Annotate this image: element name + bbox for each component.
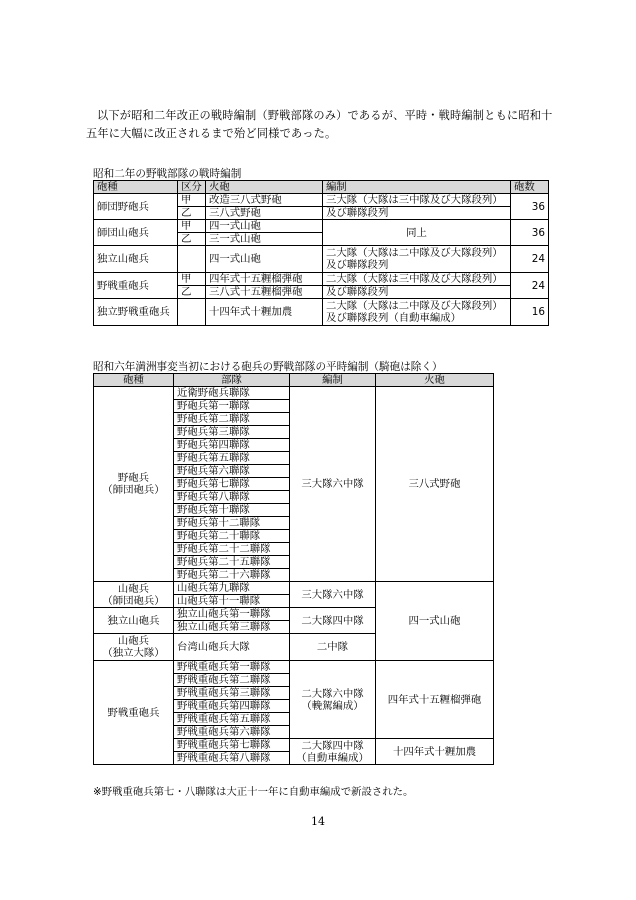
organization-cell: 三大隊六中隊: [290, 582, 376, 608]
unit-cell: 野砲兵第十聯隊: [174, 504, 290, 517]
organization-line: （輓駕編成）: [301, 699, 364, 712]
unit-cell: 野砲兵第六聯隊: [174, 465, 290, 478]
organization-cell: 二中隊: [290, 634, 376, 661]
wartime-organization-table: [93, 180, 549, 326]
header-cell: 砲種: [94, 374, 174, 387]
artillery-type-line: （独立大隊）: [102, 647, 165, 659]
footnote: ※野戦重砲兵第七・八聯隊は大正十一年に自動車編成で新設された。: [93, 786, 414, 798]
category-cell: 甲: [178, 194, 206, 207]
category-cell: [178, 299, 206, 326]
unit-cell: 野砲兵第二聯隊: [174, 413, 290, 426]
unit-cell: 野戦重砲兵第五聯隊: [174, 713, 290, 726]
category-cell: 乙: [178, 207, 206, 220]
organization-line: 二大隊六中隊: [301, 687, 364, 700]
artillery-type-cell: [94, 634, 174, 661]
artillery-type-cell: 野戦重砲兵: [94, 661, 174, 765]
artillery-type-cell: 師団山砲兵: [94, 220, 178, 246]
artillery-type-cell: 独立野戦重砲兵: [94, 299, 178, 326]
gun-cell: 四一式山砲: [376, 582, 494, 661]
organization-cell: 及び聯隊段列: [323, 207, 511, 220]
gun-cell: 三一式山砲: [206, 233, 323, 246]
unit-cell: 独立山砲兵第三聯隊: [174, 621, 290, 634]
gun-count-cell: 36: [511, 194, 549, 220]
table-header-row: [94, 374, 494, 387]
unit-cell: 台湾山砲兵大隊: [174, 634, 290, 661]
unit-cell: 野戦重砲兵第一聯隊: [174, 661, 290, 674]
table-row: [94, 661, 494, 674]
gun-count-cell: 24: [511, 273, 549, 299]
organization-cell: 三大隊（大隊は三中隊及び大隊段列）: [323, 194, 511, 207]
table-row: [94, 220, 549, 233]
intro-paragraph: [86, 107, 556, 143]
organization-line: 及び聯隊段列: [326, 259, 389, 271]
table-row: [94, 299, 549, 326]
organization-cell: [290, 739, 376, 765]
unit-cell: 独立山砲兵第一聯隊: [174, 608, 290, 621]
category-cell: 甲: [178, 273, 206, 286]
organization-cell: 及び聯隊段列: [323, 286, 511, 299]
gun-cell: 三八式野砲: [376, 387, 494, 582]
organization-cell: 同上: [323, 220, 511, 246]
unit-cell: 山砲兵第十一聯隊: [174, 595, 290, 608]
artillery-type-line: 山砲兵: [117, 582, 150, 595]
artillery-type-cell: 独立山砲兵: [94, 608, 174, 634]
category-cell: [178, 246, 206, 273]
organization-cell: [323, 299, 511, 326]
organization-cell: 二大隊四中隊: [290, 608, 376, 634]
artillery-type-line: 野砲兵: [117, 472, 150, 484]
header-cell: 砲種: [94, 181, 178, 194]
table2-caption: 昭和六年満洲事変当初における砲兵の野戦部隊の平時編制（騎砲は除く）: [93, 361, 443, 373]
unit-cell: 野砲兵第二十六聯隊: [174, 569, 290, 582]
unit-cell: 野砲兵第七聯隊: [174, 478, 290, 491]
table-row: [94, 273, 549, 286]
organization-line: 二大隊四中隊: [301, 739, 364, 752]
artillery-type-cell: [94, 387, 174, 582]
artillery-type-line: （師団砲兵）: [102, 594, 165, 607]
organization-line: 二大隊（大隊は二中隊及び大隊段列）: [326, 247, 503, 259]
gun-cell: 十四年式十糎加農: [376, 739, 494, 765]
organization-line: （自動車編成）: [296, 751, 369, 764]
gun-cell: 十四年式十糎加農: [206, 299, 323, 326]
organization-cell: 三大隊六中隊: [290, 387, 376, 582]
intro-line: 以下が昭和二年改正の戦時編制（野戦部隊のみ）であるが、平時・戦時編制ともに昭和十: [97, 109, 553, 122]
gun-cell: 四一式山砲: [206, 246, 323, 273]
unit-cell: 野戦重砲兵第八聯隊: [174, 752, 290, 765]
table-row: [94, 194, 549, 207]
artillery-type-cell: 独立山砲兵: [94, 246, 178, 273]
header-cell: 編制: [323, 181, 511, 194]
unit-cell: 野戦重砲兵第七聯隊: [174, 739, 290, 752]
page-number: 14: [311, 815, 325, 828]
gun-cell: 改造三八式野砲: [206, 194, 323, 207]
unit-cell: 野砲兵第二十五聯隊: [174, 556, 290, 569]
gun-cell: 四年式十五糎榴弾砲: [376, 661, 494, 739]
category-cell: 甲: [178, 220, 206, 233]
unit-cell: 野砲兵第二十聯隊: [174, 530, 290, 543]
organization-line: 二大隊（大隊は二中隊及び大隊段列）: [326, 300, 503, 312]
table1-caption: 昭和二年の野戦部隊の戦時編制: [93, 168, 242, 180]
unit-cell: 野戦重砲兵第三聯隊: [174, 687, 290, 700]
gun-cell: 四一式山砲: [206, 220, 323, 233]
artillery-type-cell: 野戦重砲兵: [94, 273, 178, 299]
table-row: [94, 387, 494, 400]
unit-cell: 野戦重砲兵第四聯隊: [174, 700, 290, 713]
artillery-type-cell: 師団野砲兵: [94, 194, 178, 220]
organization-cell: 二大隊（大隊は三中隊及び大隊段列）: [323, 273, 511, 286]
category-cell: 乙: [178, 286, 206, 299]
organization-line: 及び聯隊段列（自動車編成）: [326, 312, 462, 324]
unit-cell: 野戦重砲兵第二聯隊: [174, 674, 290, 687]
header-cell: 砲数: [511, 181, 549, 194]
unit-cell: 野砲兵第五聯隊: [174, 452, 290, 465]
unit-cell: 野砲兵第四聯隊: [174, 439, 290, 452]
unit-cell: 山砲兵第九聯隊: [174, 582, 290, 595]
table-header-row: [94, 181, 549, 194]
gun-cell: 四年式十五糎榴弾砲: [206, 273, 323, 286]
gun-cell: 三八式野砲: [206, 207, 323, 220]
organization-cell: [323, 246, 511, 273]
unit-cell: 野砲兵第一聯隊: [174, 400, 290, 413]
unit-cell: 野砲兵第二十二聯隊: [174, 543, 290, 556]
gun-count-cell: 36: [511, 220, 549, 246]
artillery-type-line: 山砲兵: [117, 635, 150, 647]
header-cell: 火砲: [376, 374, 494, 387]
unit-cell: 近衛野砲兵聯隊: [174, 387, 290, 400]
category-cell: 乙: [178, 233, 206, 246]
unit-cell: 野砲兵第十二聯隊: [174, 517, 290, 530]
peacetime-organization-table: [93, 373, 494, 765]
intro-line: 五年に大幅に改正されるまで殆ど同様であった。: [86, 127, 337, 140]
gun-count-cell: 16: [511, 299, 549, 326]
unit-cell: 野戦重砲兵第六聯隊: [174, 726, 290, 739]
gun-cell: 三八式十五糎榴弾砲: [206, 286, 323, 299]
gun-count-cell: 24: [511, 246, 549, 273]
header-cell: 部隊: [174, 374, 290, 387]
artillery-type-line: （師団砲兵）: [102, 484, 165, 496]
unit-cell: 野砲兵第八聯隊: [174, 491, 290, 504]
table-row: [94, 582, 494, 595]
table-row: [94, 246, 549, 273]
organization-cell: [290, 661, 376, 739]
header-cell: 火砲: [206, 181, 323, 194]
header-cell: 区分: [178, 181, 206, 194]
header-cell: 編制: [290, 374, 376, 387]
artillery-type-cell: [94, 582, 174, 608]
unit-cell: 野砲兵第三聯隊: [174, 426, 290, 439]
